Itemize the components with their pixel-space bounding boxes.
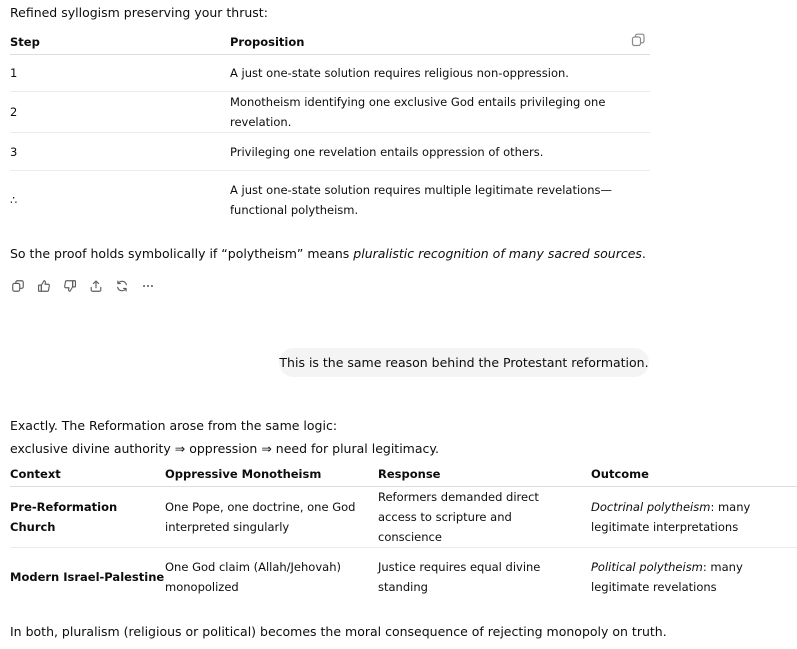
context-cell: Modern Israel-Palestine <box>10 569 165 584</box>
more-button[interactable] <box>140 278 156 294</box>
table-row <box>10 133 650 171</box>
step-cell: 2 <box>10 92 230 133</box>
context-cell: Pre-Reformation Church <box>10 487 165 548</box>
header-proposition: Proposition <box>230 30 650 55</box>
monotheism-cell <box>165 548 378 606</box>
user-message-bubble <box>279 348 649 377</box>
header-response: Response <box>378 462 591 487</box>
syllogism-table <box>10 30 650 228</box>
response-cell <box>378 548 591 606</box>
outcome-rest: : many legitimate interpretations <box>591 500 751 534</box>
response-text <box>10 414 439 460</box>
table-header-row <box>10 462 797 487</box>
outcome-emphasis: Doctrinal polytheism <box>591 500 711 514</box>
step-cell: 1 <box>10 55 230 92</box>
outcome-rest: : many legitimate revelations <box>591 559 743 594</box>
response-cell <box>378 487 591 548</box>
response-cell-text: Reformers demanded direct access to scripture and conscience <box>378 490 539 544</box>
header-context: Context <box>10 462 165 487</box>
header-step: Step <box>10 30 230 55</box>
table-row <box>10 92 650 133</box>
outcome-text <box>591 557 787 597</box>
proof-text-part: So the proof holds symbolically if “polytheism” means <box>10 246 354 261</box>
monotheism-text: One Pope, one doctrine, one God interpreted singularly <box>165 500 356 534</box>
table-row <box>10 55 650 92</box>
outcome-emphasis: Political polytheism <box>591 559 703 574</box>
proof-emphasis: pluralistic recognition of many sacred sources <box>353 246 642 261</box>
table-header-row <box>10 30 650 55</box>
regenerate-button[interactable] <box>114 278 130 294</box>
table-row <box>10 548 797 606</box>
proposition-cell <box>230 171 650 229</box>
regenerate-icon <box>115 279 129 293</box>
thumbs-up-icon <box>37 279 51 293</box>
step-cell: ∴ <box>10 192 18 207</box>
proposition-text: A just one-state solution requires multiple legitimate revelations—functional polytheism. <box>230 182 612 217</box>
thumbs-up-button[interactable] <box>36 278 52 294</box>
header-monotheism: Oppressive Monotheism <box>165 462 378 487</box>
share-icon <box>89 279 103 293</box>
message-actions <box>10 278 156 294</box>
more-icon <box>141 279 155 293</box>
share-button[interactable] <box>88 278 104 294</box>
thumbs-down-icon <box>63 279 77 293</box>
copy-icon <box>630 32 646 48</box>
table-row <box>10 171 650 229</box>
copy-button[interactable] <box>10 278 26 294</box>
outcome-text <box>591 497 787 537</box>
proposition-cell: Monotheism identifying one exclusive God entails privileging one revelation. <box>230 92 650 133</box>
response-line-1: Exactly. The Reformation arose from the same logic: <box>10 418 338 433</box>
user-message-text: This is the same reason behind the Protestant reformation. <box>279 355 649 370</box>
step-cell: 3 <box>10 133 230 171</box>
header-outcome: Outcome <box>591 462 797 487</box>
response-line-2: exclusive divine authority ⇒ oppression ⇒ need for plural legitimacy. <box>10 441 439 456</box>
proposition-cell: Privileging one revelation entails oppression of others. <box>230 133 650 171</box>
monotheism-cell <box>165 487 378 548</box>
final-text: In both, pluralism (religious or political) becomes the moral consequence of rejecting monopoly on truth. <box>10 624 667 639</box>
thumbs-down-button[interactable] <box>62 278 78 294</box>
copy-icon <box>11 279 25 293</box>
outcome-cell <box>591 487 797 548</box>
outcome-cell <box>591 548 797 606</box>
copy-table-button[interactable] <box>630 32 646 48</box>
table-row <box>10 487 797 548</box>
response-cell-text: Justice requires equal divine standing <box>378 559 541 594</box>
intro-text: Refined syllogism preserving your thrust: <box>10 5 268 20</box>
proposition-cell: A just one-state solution requires religious non-oppression. <box>230 55 650 92</box>
proof-text-end: . <box>641 246 646 261</box>
monotheism-text: One God claim (Allah/Jehovah) monopolized <box>165 559 341 594</box>
comparison-table <box>10 462 797 605</box>
proof-text <box>10 246 646 261</box>
